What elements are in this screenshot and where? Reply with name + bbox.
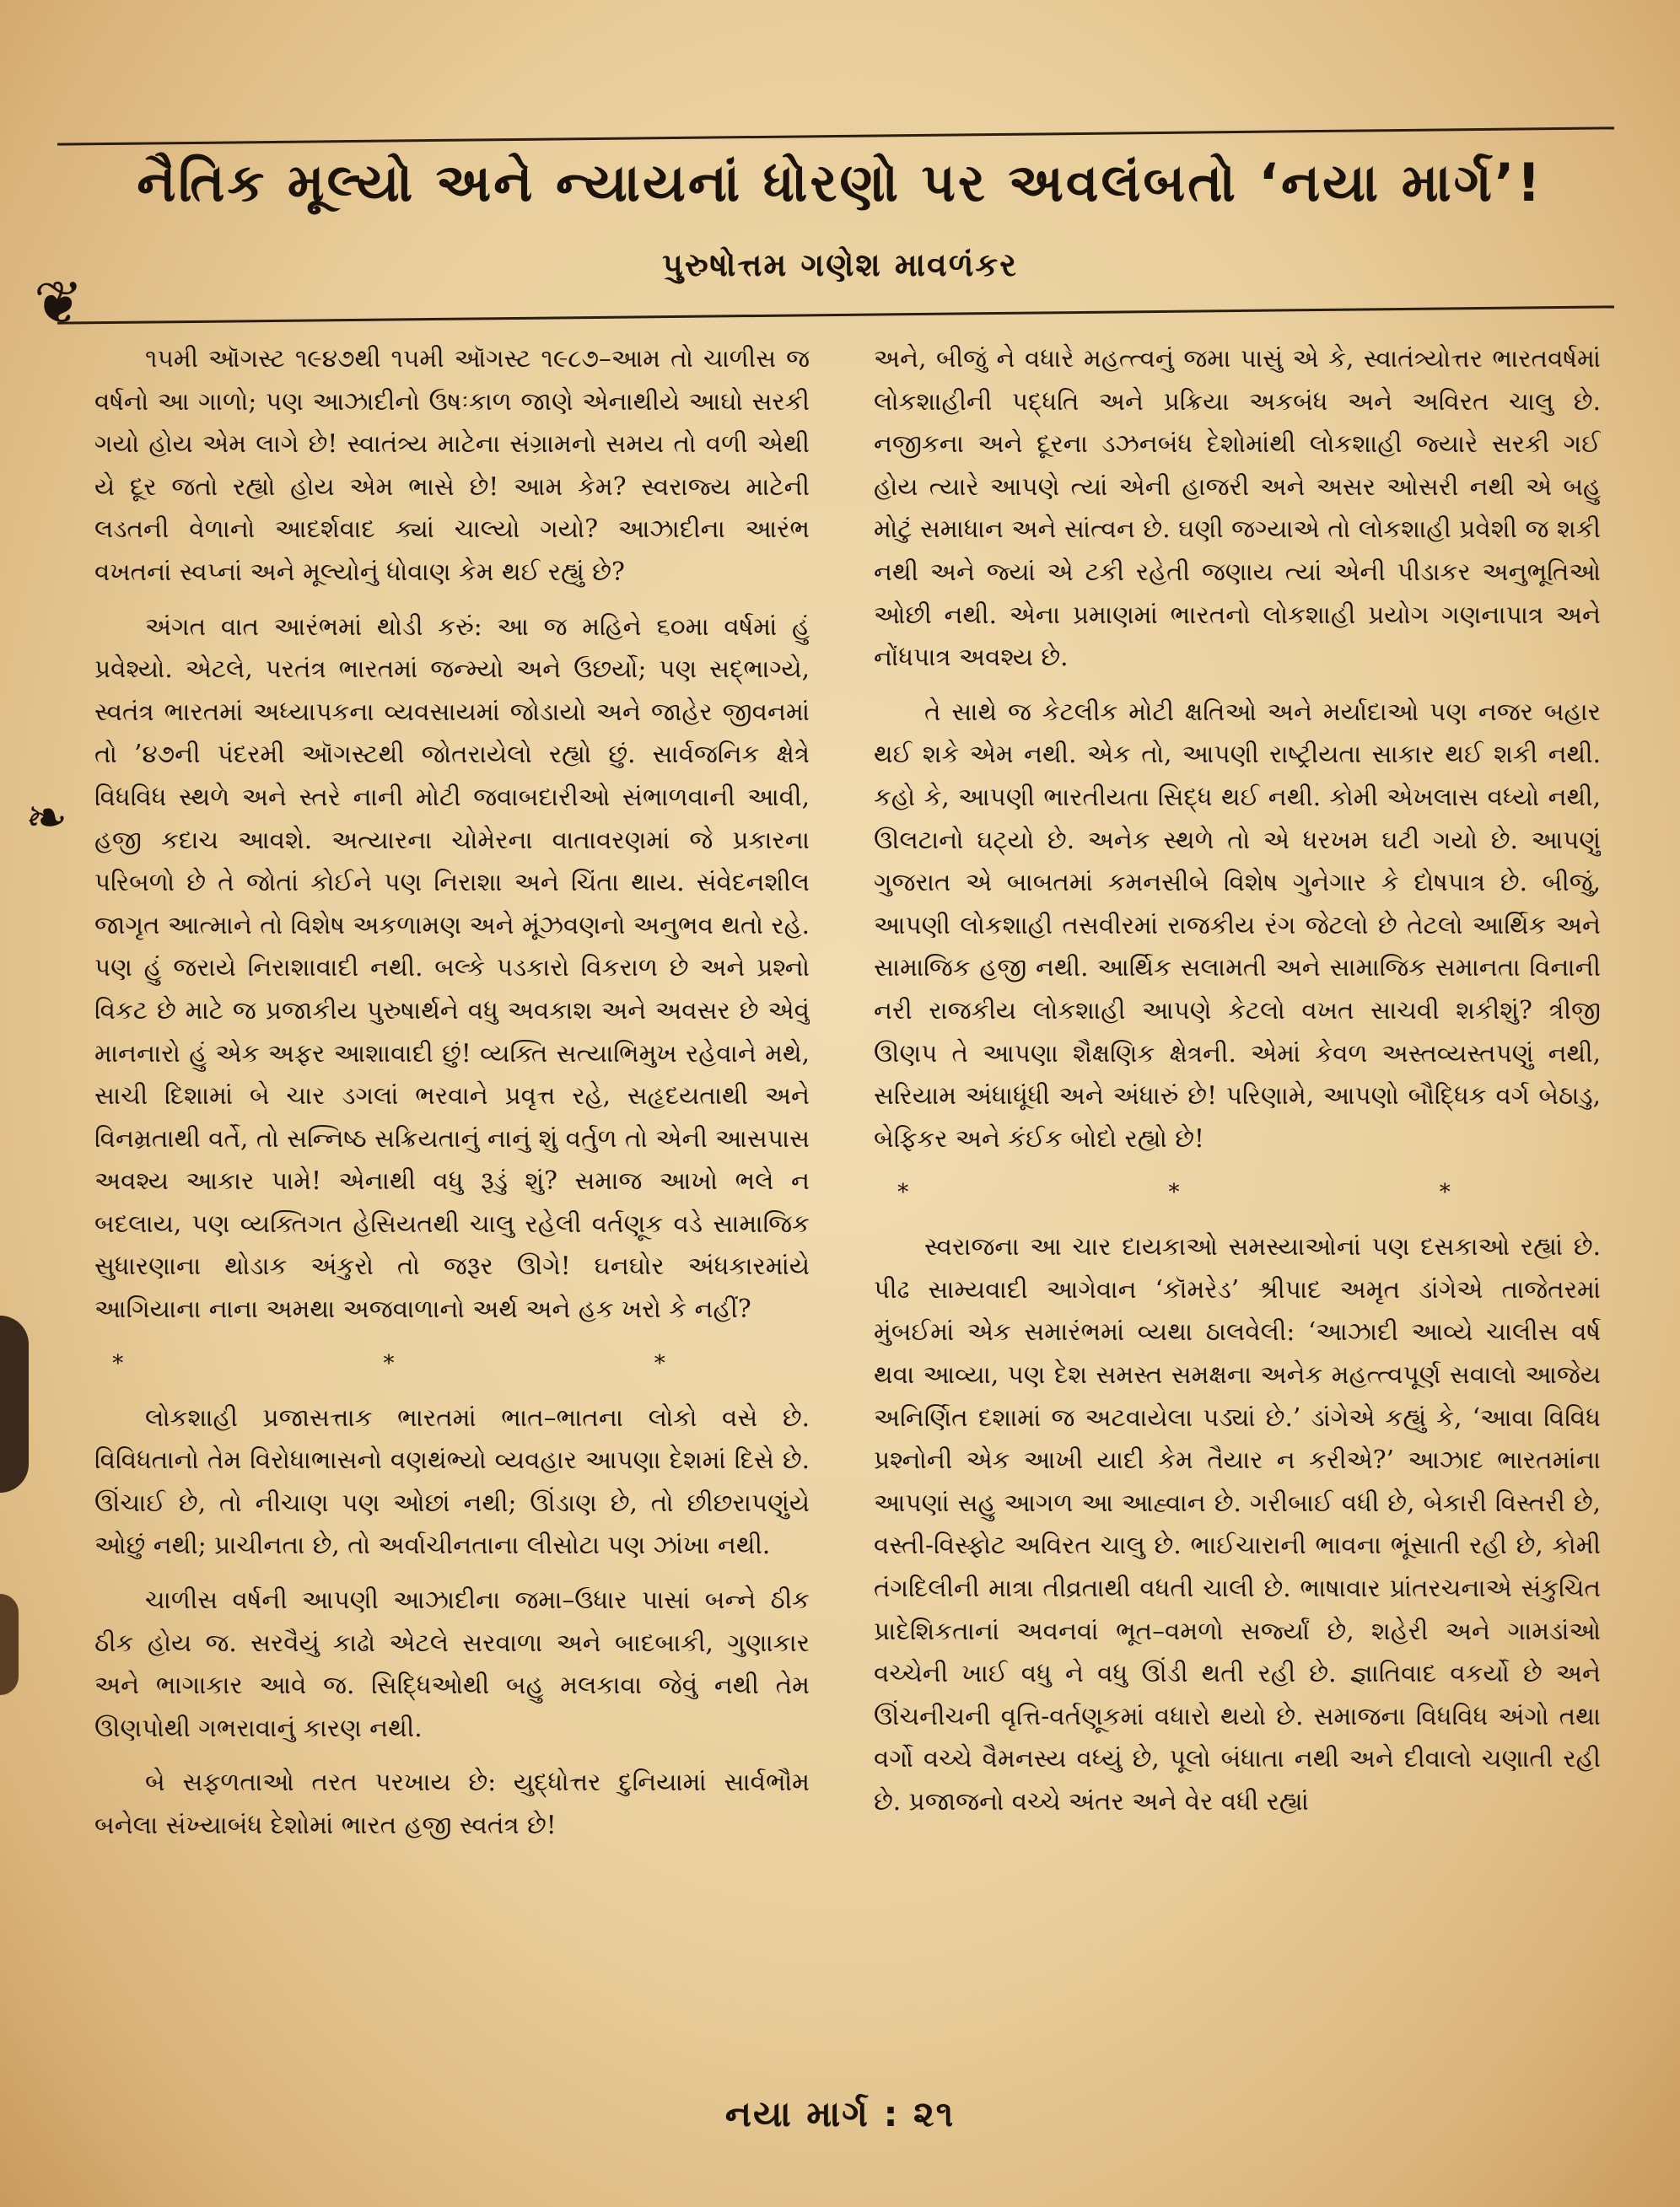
section-separator: * * *	[112, 1350, 792, 1376]
right-column	[874, 337, 1601, 2058]
torn-edge	[0, 1316, 29, 1493]
paragraph: અને, બીજું ને વધારે મહત્ત્વનું જમા પાસું એ કે, સ્વાતંત્ર્યોત્તર ભારતવર્ષમાં લોકશાહીની પદ્ધતિ અને પ્રક્રિયા અકબંધ અને અવિરત ચાલુ છે. નજીકના અને દૂરના ડઝનબંધ દેશોમાંથી લોકશાહી જ્યારે સરકી ગઈ હોય ત્યારે આપણે ત્યાં એની હાજરી અને અસર ઓસરી નથી એ બહુ મોટું સમાધાન અને સાંત્વન છે. ઘણી જગ્યાએ તો લોકશાહી પ્રવેશી જ શકી નથી અને જ્યાં એ ટકી રહેતી જણાય ત્યાં એની પીડાકર અનુભૂતિઓ ઓછી નથી. એના પ્રમાણમાં ભારતનો લોકશાહી પ્રયોગ ગણનાપાત્ર અને નોંધપાત્ર અવશ્ય છે.	[874, 344, 1601, 672]
article-title: નૈતિક મૂલ્યો અને ન્યાયનાં ધોરણો પર અવલંબતો ‘નયા માર્ગ’!	[137, 152, 1543, 213]
ornament-flourish: ❦	[34, 268, 83, 337]
paragraph: લોકશાહી પ્રજાસત્તાક ભારતમાં ભાત–ભાતના લોકો વસે છે. વિવિધતાનો તેમ વિરોધાભાસનો વણથંભ્યો વ્યવહાર આપણા દેશમાં દિસે છે. ઊંચાઈ છે, તો નીચાણ પણ ઓછાં નથી; ઊંડાણ છે, તો છીછરાપણુંયે ઓછું નથી; પ્રાચીનતા છે, તો અર્વાચીનતાના લીસોટા પણ ઝાંખા નથી.	[94, 1402, 810, 1560]
paragraph: ૧૫મી ઑગસ્ટ ૧૯૪૭થી ૧૫મી ઑગસ્ટ ૧૯૮૭–આમ તો ચાળીસ જ વર્ષનો આ ગાળો; પણ આઝાદીનો ઉષઃકાળ જાણે એનાથીયે આઘો સરકી ગયો હોય એમ લાગે છે! સ્વાતંત્ર્ય માટેના સંગ્રામનો સમય તો વળી એથી યે દૂર જતો રહ્યો હોય એમ ભાસે છે! આમ કેમ? સ્વરાજ્ય માટેની લડતની વેળાનો આદર્શવાદ ક્યાં ચાલ્યો ગયો? આઝાદીના આરંભ વખતનાં સ્વપ્નાં અને મૂલ્યોનું ધોવાણ કેમ થઈ રહ્યું છે?	[94, 344, 810, 586]
ornament-flourish: ❧	[25, 789, 68, 848]
paragraph: ચાળીસ વર્ષની આપણી આઝાદીના જમા–ઉધાર પાસાં બન્ને ઠીક ઠીક હોય જ. સરવૈયું કાઢો એટલે સરવાળા અને બાદબાકી, ગુણાકાર અને ભાગાકાર આવે જ. સિદ્ધિઓથી બહુ મલકાવા જેવું નથી તેમ ઊણપોથી ગભરાવાનું કારણ નથી.	[94, 1585, 810, 1742]
paragraph: બે સફળતાઓ તરત પરખાય છે: યુદ્ધોત્તર દુનિયામાં સાર્વભૌમ બનેલા સંખ્યાબંધ દેશોમાં ભારત હજી સ્વતંત્ર છે!	[94, 1768, 810, 1839]
article-author: પુરુષોત્તમ ગણેશ માવળંકર	[662, 246, 1018, 283]
section-separator: * * *	[897, 1180, 1577, 1206]
top-rule	[57, 126, 1614, 145]
paragraph: તે સાથે જ કેટલીક મોટી ક્ષતિઓ અને મર્યાદાઓ પણ નજર બહાર થઈ શકે એમ નથી. એક તો, આપણી રાષ્ટ્રીયતા સાકાર થઈ શકી નથી. કહો કે, આપણી ભારતીયતા સિદ્ધ થઈ નથી. કોમી એખલાસ વધ્યો નથી, ઊલટાનો ઘટ્યો છે. અનેક સ્થળે તો એ ધરખમ ઘટી ગયો છે. આપણું ગુજરાત એ બાબતમાં કમનસીબે વિશેષ ગુનેગાર કે દોષપાત્ર છે. બીજું, આપણી લોકશાહી તસવીરમાં રાજકીય રંગ જેટલો છે તેટલો આર્થિક અને સામાજિક હજી નથી. આર્થિક સલામતી અને સામાજિક સમાનતા વિનાની નરી રાજકીય લોકશાહી આપણે કેટલો વખત સાચવી શકીશું? ત્રીજી ઊણપ તે આપણા શૈક્ષણિક ક્ષેત્રની. એમાં કેવળ અસ્તવ્યસ્તપણું નથી, સરિયામ અંધાધૂંધી અને અંધારું છે! પરિણામે, આપણો બૌદ્ધિક વર્ગ બેઠાડુ, બેફિકર અને કંઈક બોદો રહ્યો છે!	[874, 697, 1601, 1153]
page-footer: નયા માર્ગ : ૨૧	[724, 2093, 956, 2134]
torn-edge	[0, 1594, 19, 1695]
paragraph: અંગત વાત આરંભમાં થોડી કરું: આ જ મહિને ૬૦મા વર્ષમાં હું પ્રવેશ્યો. એટલે, પરતંત્ર ભારતમાં જન્મ્યો અને ઉછર્યો; પણ સદ્ભાગ્યે, સ્વતંત્ર ભારતમાં અધ્યાપકના વ્યવસાયમાં જોડાયો અને જાહેર જીવનમાં તો ’૪૭ની પંદરમી ઑગસ્ટથી જોતરાયેલો રહ્યો છું. સાર્વજનિક ક્ષેત્રે વિધવિધ સ્થળે અને સ્તરે નાની મોટી જવાબદારીઓ સંભાળવાની આવી, હજી કદાચ આવશે. અત્યારના ચોમેરના વાતાવરણમાં જે પ્રકારના પરિબળો છે તે જોતાં કોઈને પણ નિરાશા અને ચિંતા થાય. સંવેદનશીલ જાગૃત આત્માને તો વિશેષ અકળામણ અને મૂંઝવણનો અનુભવ થતો રહે. પણ હું જરાયે નિરાશાવાદી નથી. બલ્કે પડકારો વિકરાળ છે અને પ્રશ્નો વિકટ છે માટે જ પ્રજાકીય પુરુષાર્થને વધુ અવકાશ અને અવસર છે એવું માનનારો હું એક અફર આશાવાદી છું! વ્યક્તિ સત્યાભિમુખ રહેવાને મથે, સાચી દિશામાં બે ચાર ડગલાં ભરવાને પ્રવૃત્ત રહે, સહૃદયતાથી અને વિનમ્રતાથી વર્તે, તો સન્નિષ્ઠ સક્રિયતાનું નાનું શું વર્તુળ તો એની આસપાસ અવશ્ય આકાર પામે! એનાથી વધુ રૂડું શું? સમાજ આખો ભલે ન બદલાય, પણ વ્યક્તિગત હેસિયતથી ચાલુ રહેલી વર્તણૂક વડે સામાજિક સુધારણાના થોડાક અંકુરો તો જરૂર ઊગે! ઘનઘોર અંધકારમાંયે આગિયાના નાના અમથા અજવાળાનો અર્થ અને હક ખરો કે નહીં?	[94, 611, 810, 1324]
paragraph: સ્વરાજના આ ચાર દાયકાઓ સમસ્યાઓનાં પણ દસકાઓ રહ્યાં છે. પીઢ સામ્યવાદી આગેવાન ‘કૉમરેડ’ શ્રીપાદ અમૃત ડાંગેએ તાજેતરમાં મુંબઈમાં એક સમારંભમાં વ્યથા ઠાલવેલી: ‘આઝાદી આવ્યે ચાલીસ વર્ષ થવા આવ્યા, પણ દેશ સમસ્ત સમક્ષના અનેક મહત્ત્વપૂર્ણ સવાલો આજેય અનિર્ણિત દશામાં જ અટવાયેલા પડ્યાં છે.’ ડાંગેએ કહ્યું કે, ‘આવા વિવિધ પ્રશ્નોની એક આખી યાદી કેમ તૈયાર ન કરીએ?’ આઝાદ ભારતમાંના આપણાં સહુ આગળ આ આહ્વાન છે. ગરીબાઈ વધી છે, બેકારી વિસ્તરી છે, વસ્તી-વિસ્ફોટ અવિરત ચાલુ છે. ભાઈચારાની ભાવના ભૂંસાતી રહી છે, કોમી તંગદિલીની માત્રા તીવ્રતાથી વધતી ચાલી છે. ભાષાવાર પ્રાંતરચનાએ સંકુચિત પ્રાદેશિકતાનાં અવનવાં ભૂત–વમળો સર્જ્યાં છે, શહેરી અને ગામડાંઓ વચ્ચેની ખાઈ વધુ ને વધુ ઊંડી થતી રહી છે. જ્ઞાતિવાદ વકર્યો છે અને ઊંચનીચની વૃત્તિ-વર્તણૂકમાં વધારો થયો છે. સમાજના વિધવિધ અંગો તથા વર્ગો વચ્ચે વૈમનસ્ય વધ્યું છે, પૂલો બંધાતા નથી અને દીવાલો ચણાતી રહી છે. પ્રજાજનો વચ્ચે અંતર અને વેર વધી રહ્યાં	[874, 1232, 1601, 1816]
left-column	[94, 337, 810, 2058]
header-rule	[57, 305, 1614, 324]
